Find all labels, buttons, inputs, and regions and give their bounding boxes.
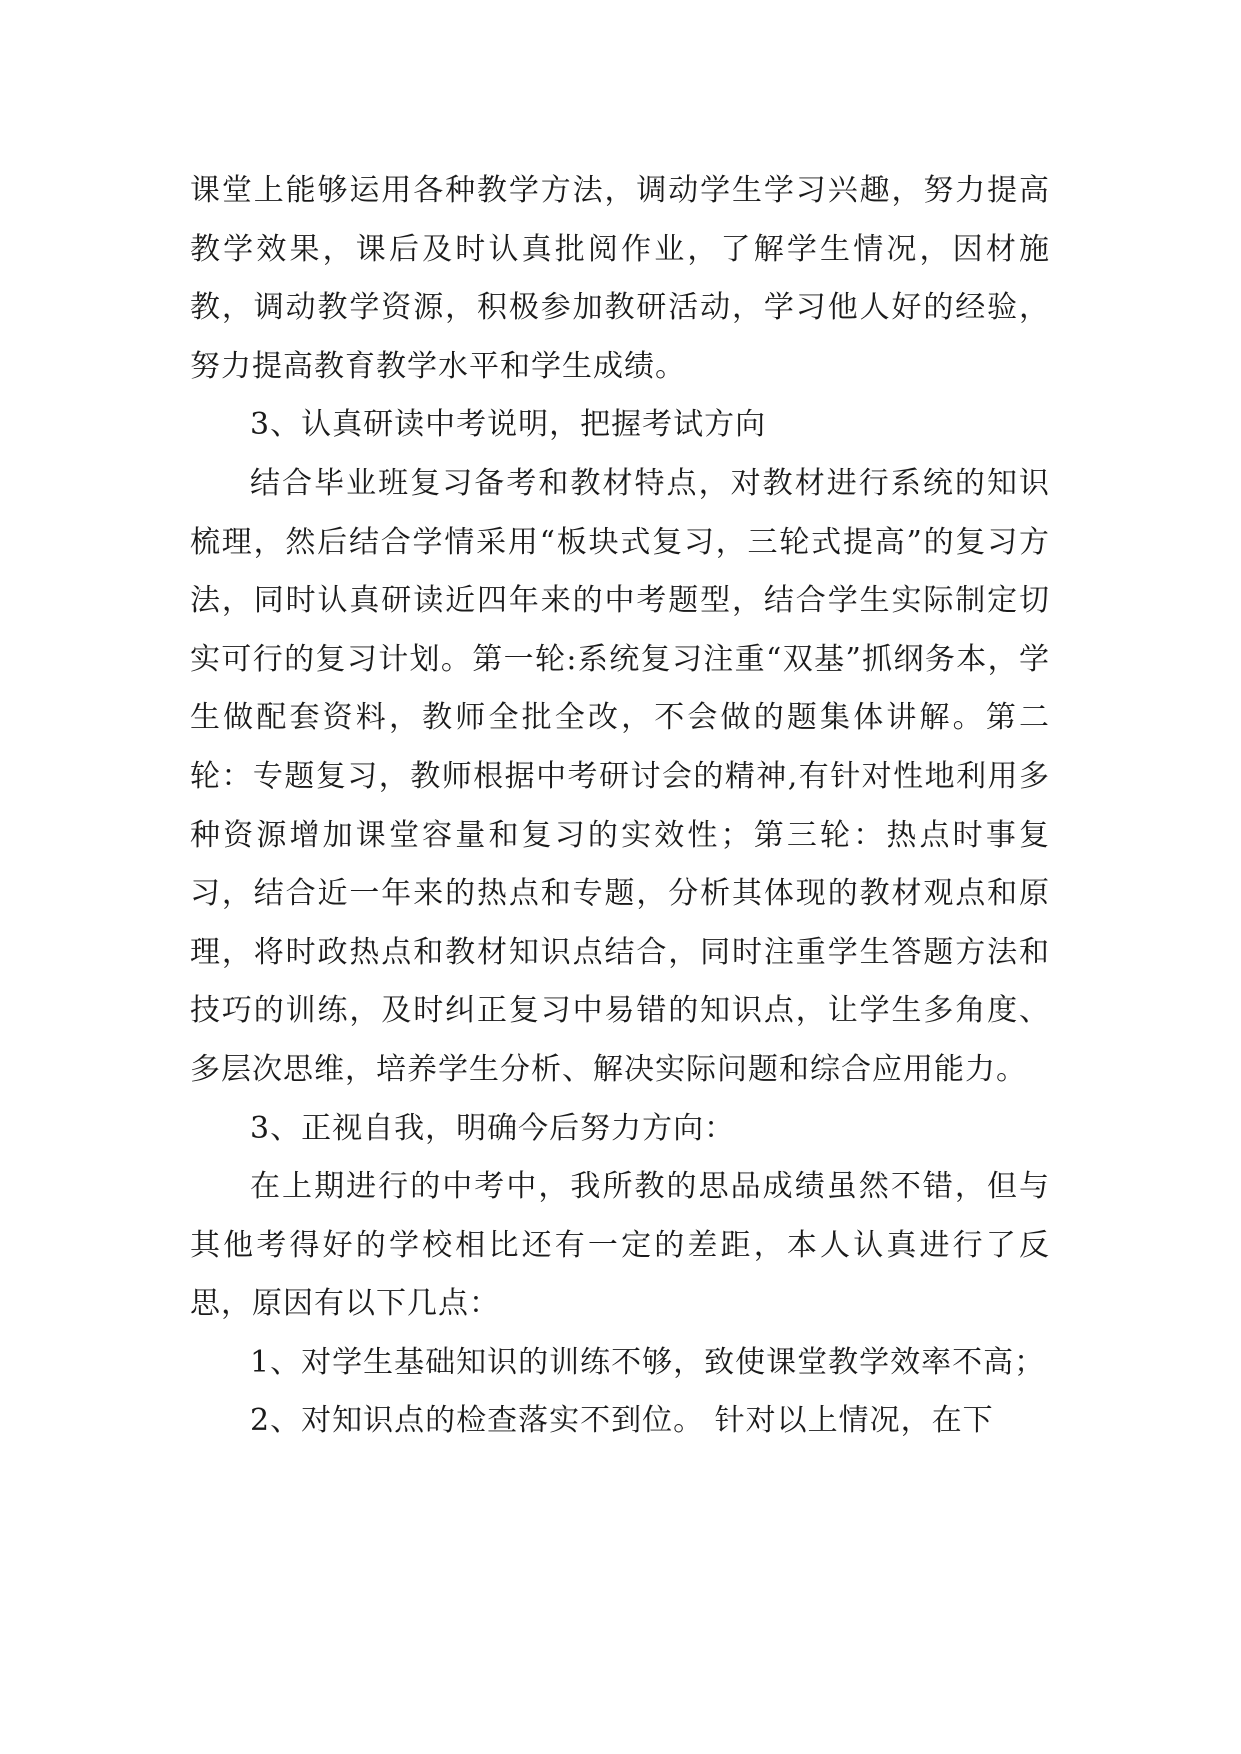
heading-exam-study: 3、认真研读中考说明，把握考试方向 xyxy=(250,407,767,443)
document-body xyxy=(190,162,1050,1451)
paragraph-review-plan: 结合毕业班复习备考和教材特点，对教材进行系统的知识梳理，然后结合学情采用“板块式复习，三轮式提高”的复习方法，同时认真研读近四年来的中考题型，结合学生实际制定切实可行的复习计划。第一轮:系统复习注重“双基”抓纲务本，学生做配套资料，教师全批全改，不会做的题集体讲解。第二轮：专题复习，教师根据中考研讨会的精神,有针对性地利用多种资源增加课堂容量和复习的实效性；第三轮：热点时事复习，结合近一年来的热点和专题，分析其体现的教材观点和原理，将时政热点和教材知识点结合，同时注重学生答题方法和技巧的训练，及时纠正复习中易错的知识点，让学生多角度、多层次思维，培养学生分析、解决实际问题和综合应用能力。 xyxy=(190,465,1050,1087)
list-item-reason-2: 2、对知识点的检查落实不到位。 针对以上情况，在下 xyxy=(250,1403,994,1439)
heading-self-reflection: 3、正视自我，明确今后努力方向： xyxy=(250,1110,736,1146)
list-item-reason-1: 1、对学生基础知识的训练不够，致使课堂教学效率不高； xyxy=(250,1344,1046,1380)
paragraph-exam-reflection: 在上期进行的中考中，我所教的思品成绩虽然不错，但与其他考得好的学校相比还有一定的差距，本人认真进行了反思，原因有以下几点： xyxy=(190,1169,1050,1322)
paragraph-teaching-methods: 课堂上能够运用各种教学方法，调动学生学习兴趣，努力提高教学效果，课后及时认真批阅作业，了解学生情况，因材施教，调动教学资源，积极参加教研活动，学习他人好的经验，努力提高教育教学水平和学生成绩。 xyxy=(190,173,1050,384)
